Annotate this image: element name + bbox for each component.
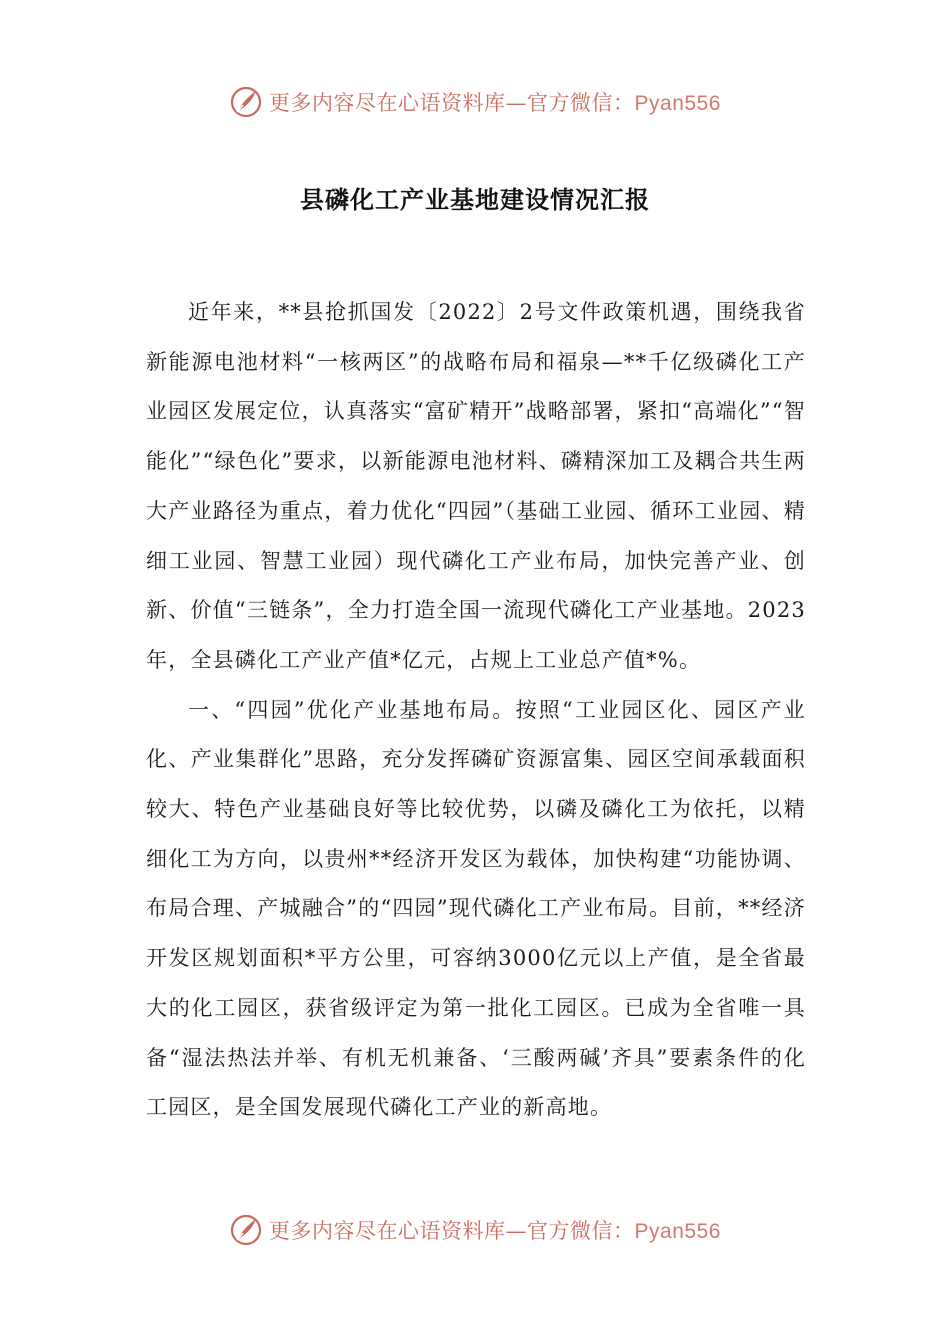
document-body — [146, 288, 806, 1133]
quill-logo-icon — [229, 1213, 263, 1247]
quill-logo-icon — [229, 85, 263, 119]
document-title: 县磷化工产业基地建设情况汇报 — [300, 185, 650, 214]
paragraph-section-one: 一、“四园”优化产业基地布局。按照“工业园区化、园区产业化、产业集群化”思路，充分发挥磷矿资源富集、园区空间承载面积较大、特色产业基础良好等比较优势，以磷及磷化工为依托，以精细化工为方向，以贵州**经济开发区为载体，加快构建“功能协调、布局合理、产城融合”的“四园”现代磷化工产业布局。目前，**经济开发区规划面积*平方公里，可容纳3000亿元以上产值，是全省最大的化工园区，获省级评定为第一批化工园区。已成为全省唯一具备“湿法热法并举、有机无机兼备、‘三酸两碱’齐具”要素条件的化工园区，是全国发展现代磷化工产业的新高地。 — [146, 697, 806, 1120]
watermark-text: 更多内容尽在心语资料库—官方微信：Pyan556 — [269, 91, 721, 115]
watermark-header — [0, 82, 950, 122]
watermark-footer — [0, 1210, 950, 1250]
paragraph-intro: 近年来，**县抢抓国发〔2022〕2号文件政策机遇，围绕我省新能源电池材料“一核两区”的战略布局和福泉—**千亿级磷化工产业园区发展定位，认真落实“富矿精开”战略部署，紧扣“高端化”“智能化”“绿色化”要求，以新能源电池材料、磷精深加工及耦合共生两大产业路径为重点，着力优化“四园”（基础工业园、循环工业园、精细工业园、智慧工业园）现代磷化工产业布局，加快完善产业、创新、价值“三链条”，全力打造全国一流现代磷化工产业基地。2023年，全县磷化工产业产值*亿元，占规上工业总产值*%。 — [146, 300, 806, 672]
watermark-text: 更多内容尽在心语资料库—官方微信：Pyan556 — [269, 1219, 721, 1243]
